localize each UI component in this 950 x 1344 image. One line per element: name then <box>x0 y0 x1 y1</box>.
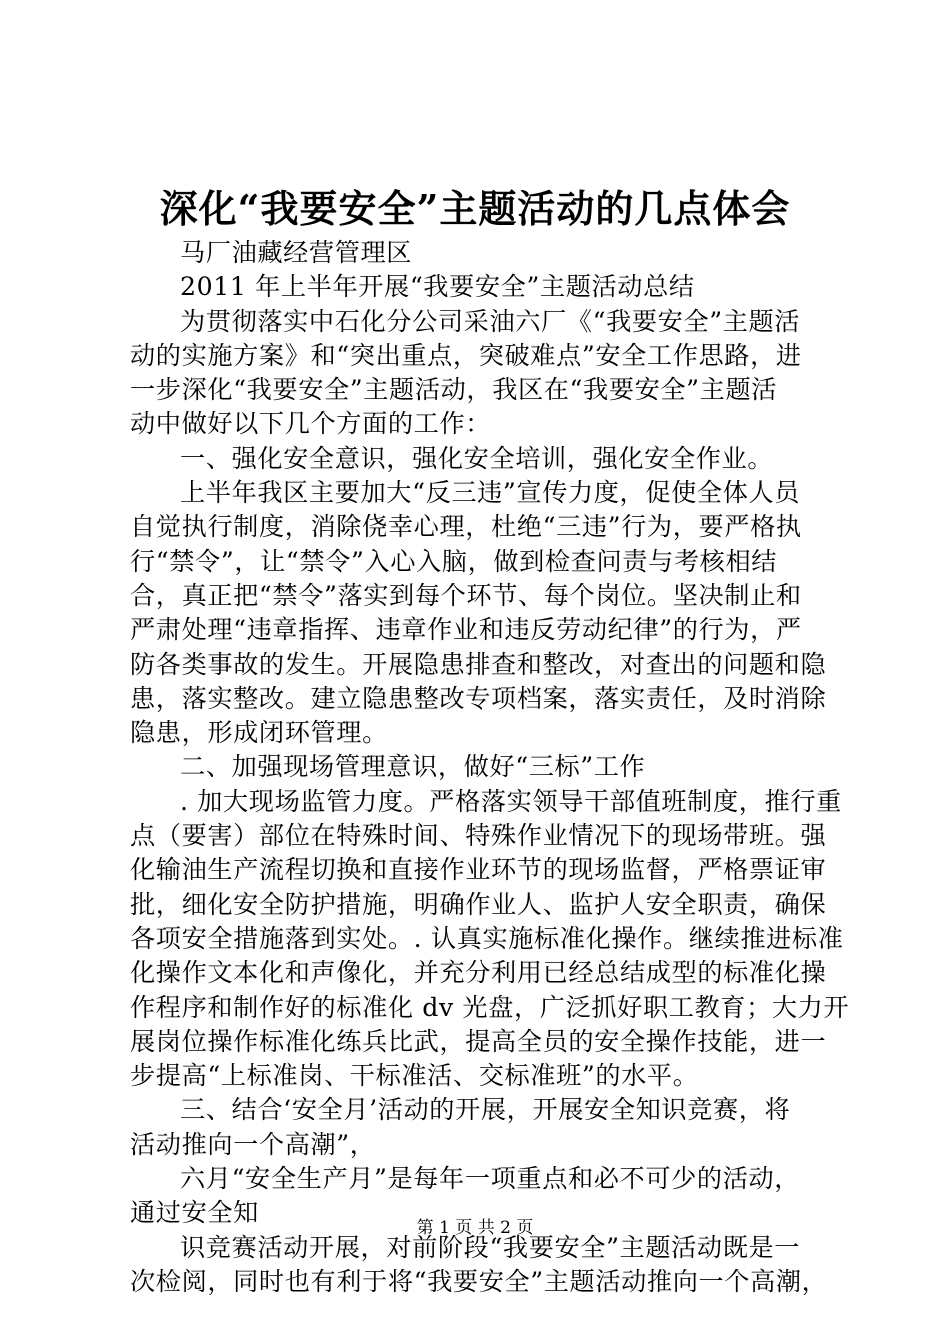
body-line: 点（要害）部位在特殊时间、特殊作业情况下的现场带班。强 <box>130 821 827 851</box>
body-line: 六月“安全生产月”是每年一项重点和必不可少的活动， <box>180 1164 801 1194</box>
body-line: 为贯彻落实中石化分公司采油六厂《“我要安全”主题活 <box>180 306 801 336</box>
body-line: 严肃处理“违章指挥、违章作业和违反劳动纪律”的行为，严 <box>130 615 802 645</box>
body-line: 一、强化安全意识，强化安全培训，强化安全作业。 <box>180 443 774 473</box>
page-footer: 第 1 页 共 2 页 <box>416 1218 534 1238</box>
body-line: 作程序和制作好的标准化 dv 光盘，广泛抓好职工教育；大力开 <box>130 992 850 1022</box>
body-line: 隐患，形成闭环管理。 <box>130 718 388 748</box>
body-line: 三、结合‘安全月’活动的开展，开展安全知识竞赛，将 <box>180 1095 791 1125</box>
document-title: 深化“我要安全”主题活动的几点体会 <box>159 186 791 231</box>
body-line: 2011 年上半年开展“我要安全”主题活动总结 <box>180 272 695 302</box>
body-line: 患，落实整改。建立隐患整改专项档案，落实责任，及时消除 <box>130 683 827 713</box>
body-line: 上半年我区主要加大“反三违”宣传力度，促使全体人员 <box>180 478 801 508</box>
body-line: 活动推向一个高潮”， <box>130 1129 376 1159</box>
body-line: 防各类事故的发生。开展隐患排查和整改，对查出的问题和隐 <box>130 649 827 679</box>
body-line: 合，真正把“禁令”落实到每个环节、每个岗位。坚决制止和 <box>130 580 802 610</box>
body-line: 批，细化安全防护措施，明确作业人、监护人安全职责，确保 <box>130 889 827 919</box>
body-line: . 加大现场监管力度。严格落实领导干部值班制度，推行重 <box>180 786 842 816</box>
body-line: 次检阅，同时也有利于将“我要安全”主题活动推向一个高潮， <box>130 1266 828 1296</box>
body-line: 展岗位操作标准化练兵比武，提高全员的安全操作技能，进一 <box>130 1026 827 1056</box>
body-line: 动的实施方案》和“突出重点，突破难点”安全工作思路，进 <box>130 340 802 370</box>
body-line: 通过安全知 <box>130 1198 259 1228</box>
body-line: 行“禁令”，让“禁令”入心入脑，做到检查问责与考核相结 <box>130 546 778 576</box>
body-line: 二、加强现场管理意识，做好“三标”工作 <box>180 752 646 782</box>
body-line: 一步深化“我要安全”主题活动，我区在“我要安全”主题活 <box>130 375 778 405</box>
body-line: 马厂油藏经营管理区 <box>180 238 413 267</box>
document-body <box>130 236 850 1299</box>
body-line: 各项安全措施落到实处。. 认真实施标准化操作。继续推进标准 <box>130 923 844 953</box>
body-line: 化输油生产流程切换和直接作业环节的现场监督，严格票证审 <box>130 855 827 885</box>
body-line: 动中做好以下几个方面的工作： <box>130 409 492 439</box>
body-line: 步提高“上标准岗、干标准活、交标准班”的水平。 <box>130 1061 699 1091</box>
body-line: 化操作文本化和声像化，并充分利用已经总结成型的标准化操 <box>130 958 827 988</box>
body-line: 自觉执行制度，消除侥幸心理，杜绝“三违”行为，要严格执 <box>130 512 802 542</box>
body-line: 识竞赛活动开展，对前阶段“我要安全”主题活动既是一 <box>180 1232 801 1262</box>
